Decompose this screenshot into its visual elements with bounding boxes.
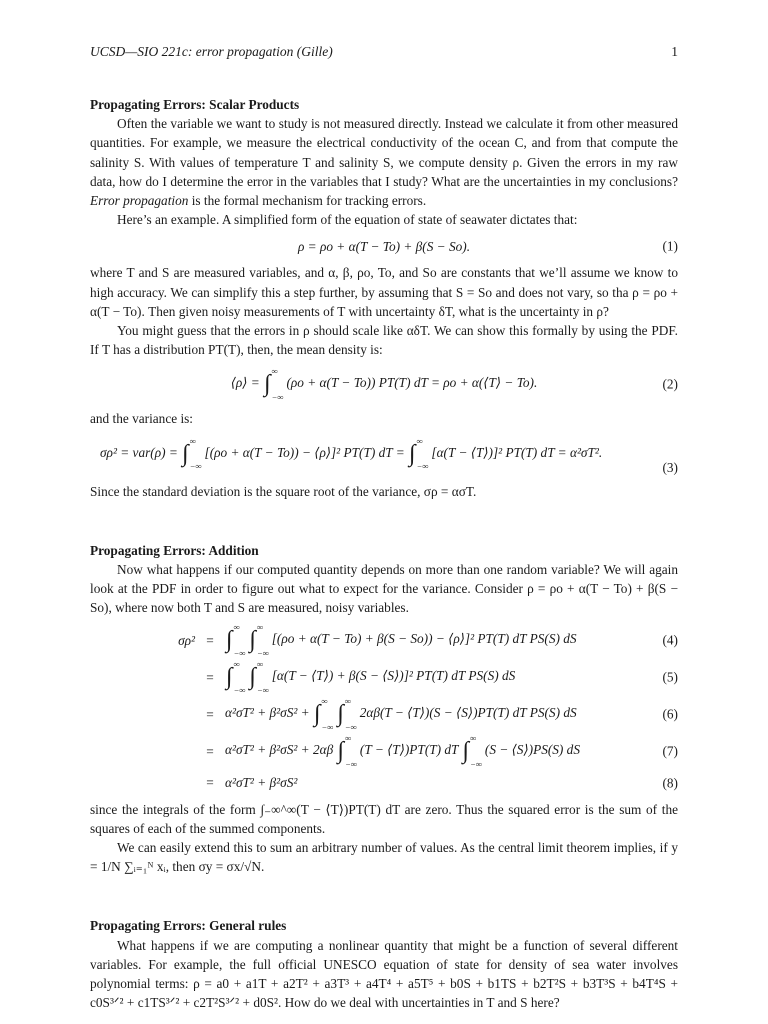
paragraph: where T and S are measured variables, and α, β, ρo, To, and So are constants that we’ll assume we know to high accuracy. We can simplify this a step further, by assuming that S = So and does not vary, so tha ρ = ρo + α(T − To). Then given noisy measurements of T with uncertainty δT, what is the uncertainty in ρ?	[90, 265, 678, 319]
paragraph: Here’s an example. A simplified form of the equation of state of seawater dictates that:	[117, 212, 578, 228]
document-body	[90, 95, 678, 1012]
equation-7: = α²σT² + β²σS² + 2αβ ∫ ∞ −∞ (T − ⟨T⟩)PT(T) dT ∫ ∞ −∞ (S − ⟨S⟩)PS(S) dS (7)	[206, 733, 678, 769]
paragraph: What happens if we are computing a nonlinear quantity that might be a function of several different variables. For example, the full official UNESCO equation of state for density of sea water involves polynomial terms: ρ = a0 + a1T + a2T² + a3T³ + a4T⁴ + a5T⁵ + b0S + b1TS + b2T²S + b3T³S + b4T⁴S + c0S³ᐟ² + c1TS³ᐟ² + c2T²S³ᐟ² + d0S². How do we deal with uncertainties in T and S here?	[90, 937, 678, 1011]
paragraph: since the integrals of the form ∫₋∞^∞(T − ⟨T⟩)PT(T) dT are zero. Thus the squared error is the sum of the squares of each of the summed components.	[90, 801, 678, 836]
paragraph: and the variance is:	[90, 411, 194, 427]
emphasis: Error propagation	[90, 193, 189, 209]
equation-number: (1)	[662, 238, 678, 254]
running-header	[90, 44, 678, 64]
paragraph: Now what happens if our computed quantity depends on more than one random variable? We will again look at the PDF in order to figure out what to expect for the variance. Consider ρ = ρo + α(T − To) + β(S − So), where now both T and S are measured, noisy variables.	[90, 562, 678, 616]
equation-2: ⟨ρ⟩ = ∫ ∞ −∞ (ρo + α(T − To)) PT(T) dT = ρo + α(⟨T⟩ − To). (2)	[230, 366, 678, 402]
equation-number: (5)	[662, 669, 678, 685]
paragraph: Often the variable we want to study is not measured directly. Instead we calculate it from other measured quantities. For example, we measure the electrical conductivity of the ocean C, and from that compute the salinity S. With values of temperature T and salinity S, we compute density ρ. Given the errors in my raw data, how do I determine the error in the variables that I study? What are the uncertainties in my conclusions? Error propagation is the formal mechanism for tracking errors.	[90, 116, 678, 209]
header-title: UCSD—SIO 221c: error propagation (Gille)	[90, 44, 333, 59]
equation-number: (8)	[662, 775, 678, 791]
equation-1: ρ = ρo + α(T − To) + β(S − So). (1)	[90, 232, 678, 260]
equation-number: (7)	[662, 743, 678, 759]
paragraph: We can easily extend this to sum an arbitrary number of values. As the central limit theorem implies, if y = 1/N ∑ᵢ₌₁ᴺ xᵢ, then σy = σx/√N.	[90, 840, 678, 875]
page-number: 1	[671, 44, 678, 59]
equation-number: (6)	[662, 706, 678, 722]
paragraph: Since the standard deviation is the square root of the variance, σρ = ασT.	[90, 483, 477, 499]
equation-number: (4)	[662, 632, 678, 648]
section-heading-general-rules: Propagating Errors: General rules	[90, 918, 287, 934]
paragraph: You might guess that the errors in ρ should scale like αδT. We can show this formally by using the PDF. If T has a distribution PT(T), then, the mean density is:	[90, 323, 678, 358]
equation-array	[90, 622, 678, 796]
equation-number: (2)	[662, 376, 678, 392]
equation-8: = α²σT² + β²σS² (8)	[90, 770, 678, 796]
equation-number: (3)	[662, 460, 678, 476]
equation-6: = α²σT² + β²σS² + ∫ ∞ −∞ ∫ ∞ −∞ 2αβ(T − ⟨T⟩)(S − ⟨S⟩)PT(T) dT PS(S) dS (6)	[206, 696, 678, 732]
equation-5: = ∫ ∞ −∞ ∫ ∞ −∞ [α(T − ⟨T⟩) + β(S − ⟨S⟩)]² PT(T) dT PS(S) dS (5)	[206, 659, 678, 695]
section-heading-scalar-products: Propagating Errors: Scalar Products	[90, 97, 300, 112]
equation-4: σρ² = ∫ ∞ −∞ ∫ ∞ −∞ [(ρo + α(T − To) + β(S − So)) − ⟨ρ⟩]² PT(T) dT PS(S) dS (4)	[178, 622, 678, 658]
section-heading-addition: Propagating Errors: Addition	[90, 542, 259, 558]
equation-3: σρ² = var(ρ) = ∫ ∞ −∞ [(ρo + α(T − To)) − ⟨ρ⟩]² PT(T) dT = ∫ ∞ −∞ [α(T − ⟨T⟩)]² PT(T) dT = α²σT². (3)	[90, 432, 678, 476]
